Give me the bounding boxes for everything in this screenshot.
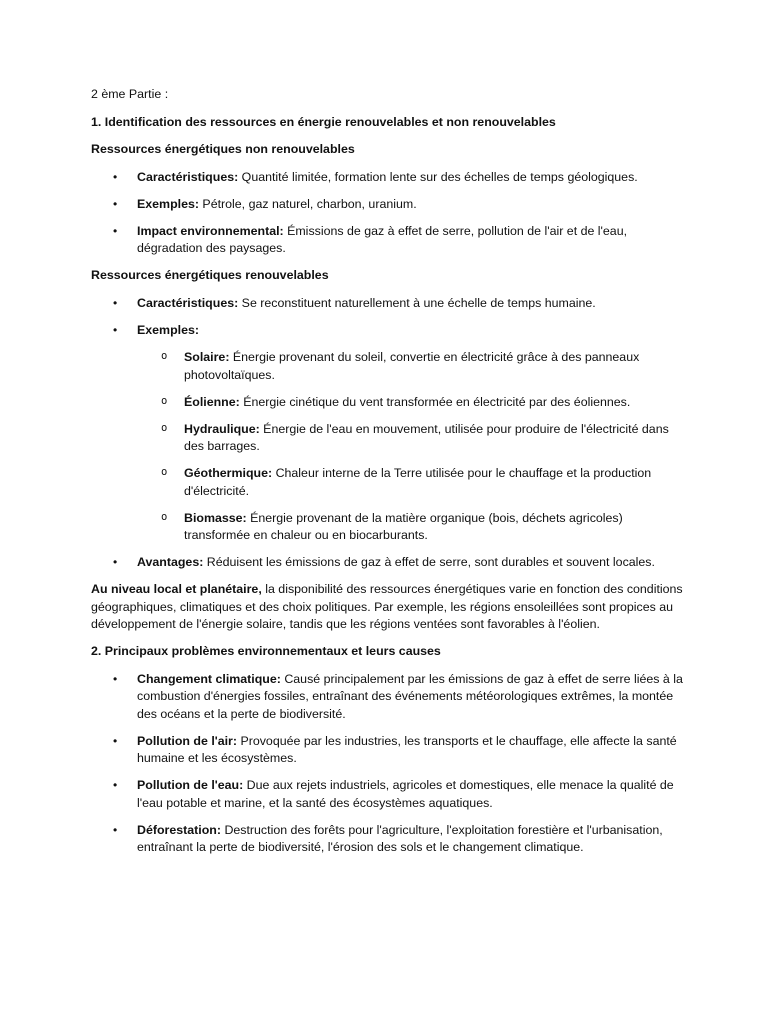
list-item: • Avantages: Réduisent les émissions de gaz à effet de serre, sont durables et souvent locales. [91,554,683,572]
sub-list-item: o Biomasse: Énergie provenant de la matière organique (bois, déchets agricoles) transformée en chaleur ou en biocarburants. [137,510,683,545]
list-item: • Impact environnemental: Émissions de gaz à effet de serre, pollution de l'air et de l'eau, dégradation des paysages. [91,223,683,258]
list-item: • Pollution de l'air: Provoquée par les industries, les transports et le chauffage, elle affecte la santé humaine et les écosystèmes. [91,733,683,768]
sub-list-item: o Géothermique: Chaleur interne de la Terre utilisée pour le chauffage et la production d'électricité. [137,465,683,500]
sub-list-item: o Éolienne: Énergie cinétique du vent transformée en électricité par des éoliennes. [137,394,683,412]
local-global-paragraph: Au niveau local et planétaire, la disponibilité des ressources énergétiques varie en fonction des conditions géographiques, climatiques et des choix politiques. Par exemple, les régions ensoleillées sont propices au développement de l'énergie solaire, tandis que les régions ventées sont favorables à l'éolien. [91,582,683,631]
renewable-list [91,295,683,572]
list-item: • Caractéristiques: Se reconstituent naturellement à une échelle de temps humaine. [91,295,683,313]
renewable-heading: Ressources énergétiques renouvelables [91,268,329,282]
sub-list-item: o Solaire: Énergie provenant du soleil, convertie en électricité grâce à des panneaux photovoltaïques. [137,349,683,384]
renewable-examples-list [137,349,683,545]
nonrenewable-list [91,169,683,258]
list-item: • Changement climatique: Causé principalement par les émissions de gaz à effet de serre liées à la combustion d'énergies fossiles, entraînant des événements météorologiques extrêmes, la montée des océans et la perte de biodiversité. [91,671,683,724]
section-2-heading: 2. Principaux problèmes environnementaux et leurs causes [91,644,441,658]
section-1-heading: 1. Identification des ressources en énergie renouvelables et non renouvelables [91,114,556,129]
list-item: • Exemples: o Solaire: Énergie provenant du soleil, convertie en électricité grâce à des panneaux photovoltaïques. o Éolienne: Énergie cinétique du vent transformée en électricité par des éoliennes. o Hydraulique: Énergie de l'eau en mouvement, utilisée pour produire de l'électricité dans des barrages. o Géothermique: Chaleur interne de la Terre utilisée pour le chauffage et la production d'électricité. o Biomasse: Énergie provenant de la matière organique (bois, déchets agricoles) transformée en chaleur ou en biocarburants. [91,322,683,545]
nonrenewable-heading: Ressources énergétiques non renouvelables [91,142,355,156]
list-item: • Déforestation: Destruction des forêts pour l'agriculture, l'exploitation forestière et l'urbanisation, entraînant la perte de biodiversité, l'érosion des sols et le changement climatique. [91,822,683,857]
environment-problems-list [91,671,683,857]
list-item: • Pollution de l'eau: Due aux rejets industriels, agricoles et domestiques, elle menace la qualité de l'eau potable et marine, et la santé des écosystèmes aquatiques. [91,777,683,812]
list-item: • Caractéristiques: Quantité limitée, formation lente sur des échelles de temps géologiques. [91,169,683,187]
part-label: 2 ème Partie : [91,87,169,101]
list-item: • Exemples: Pétrole, gaz naturel, charbon, uranium. [91,196,683,214]
sub-list-item: o Hydraulique: Énergie de l'eau en mouvement, utilisée pour produire de l'électricité dans des barrages. [137,421,683,456]
document-page [91,86,683,866]
